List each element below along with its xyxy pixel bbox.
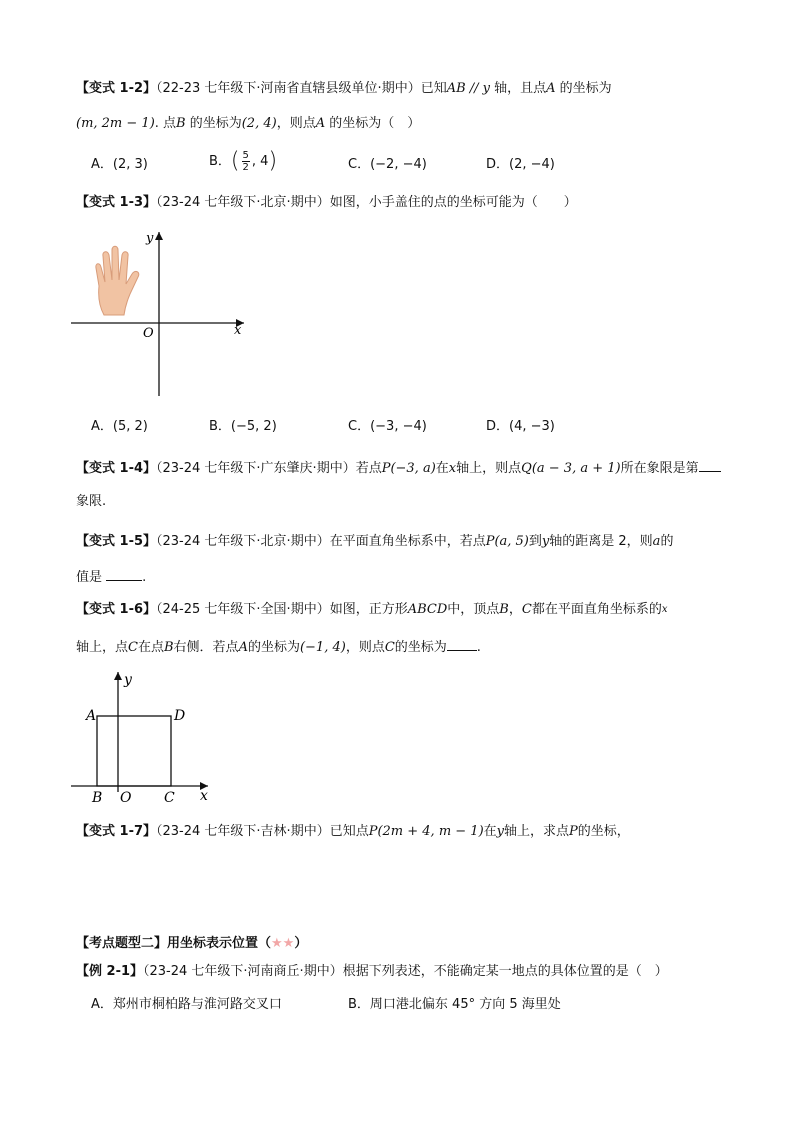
- text: . 点: [154, 116, 177, 131]
- variable: a: [652, 534, 661, 549]
- math-expr: AB // y: [446, 81, 491, 96]
- question-source: （23-24 七年级下·河南商丘·期中）根据下列表述，不能确定某一地点的具体位置的是（ ）: [143, 964, 668, 979]
- text: 的坐标为: [185, 116, 242, 131]
- point-label: B: [499, 602, 509, 617]
- fraction: [242, 150, 250, 173]
- option-c[interactable]: C．(−2, −4): [348, 157, 427, 172]
- question-tag: 【例 2-1】: [76, 964, 144, 979]
- point-label: A: [546, 81, 556, 96]
- option-b[interactable]: [209, 150, 277, 173]
- y-label: y: [146, 231, 154, 246]
- question-tag: 【变式 1-2】: [76, 81, 157, 96]
- label-o: O: [120, 790, 132, 806]
- figure-square-axes: [66, 668, 226, 808]
- math-expr: P(−3, a): [381, 461, 436, 476]
- square-name: ABCD: [407, 602, 448, 617]
- star-icon: ★★: [271, 936, 295, 951]
- axis-name: y: [541, 534, 550, 549]
- math-expr: (−1, 4): [299, 640, 346, 655]
- text: 在点: [137, 640, 164, 655]
- text: 轴上，则点: [456, 461, 522, 476]
- question-1-7-line1: [76, 822, 630, 842]
- question-1-5-line2: 值是 .: [76, 566, 146, 588]
- question-1-2-line2: [76, 114, 420, 134]
- text: 都在平面直角坐标系的: [531, 602, 662, 617]
- section-heading: [76, 934, 307, 954]
- question-source: （23-24 七年级下·广东肇庆·期中）若点: [156, 461, 382, 476]
- label-b: B: [92, 790, 103, 806]
- axis-name: x: [661, 604, 668, 615]
- question-source: （22-23 七年级下·河南省直辖县级单位·期中）已知: [156, 81, 447, 96]
- point-label: C: [521, 602, 532, 617]
- question-tag: 【变式 1-3】: [76, 195, 157, 210]
- hand-icon: [96, 246, 139, 315]
- question-2-1-line1: [76, 962, 668, 982]
- question-tag: 【变式 1-4】: [76, 461, 157, 476]
- text: ，则点: [345, 640, 385, 655]
- question-source: （24-25 七年级下·全国·期中）如图，正方形: [156, 602, 408, 617]
- option-tail: , 4: [251, 154, 269, 169]
- answer-blank[interactable]: [106, 566, 142, 581]
- label-d: D: [174, 708, 186, 724]
- answer-blank[interactable]: [447, 636, 477, 651]
- option-b[interactable]: B．(−5, 2): [209, 419, 277, 434]
- point-label: C: [128, 640, 138, 655]
- point-label: B: [163, 640, 174, 655]
- question-source: （23-24 七年级下·北京·期中）在平面直角坐标系中，若点: [156, 534, 486, 549]
- axis-name: y: [496, 824, 505, 839]
- denominator: 2: [242, 162, 249, 173]
- option-d[interactable]: D．(4, −3): [486, 419, 555, 434]
- text: 的坐标为: [247, 640, 300, 655]
- answer-blank[interactable]: [699, 457, 721, 472]
- question-1-5-line1: [76, 532, 673, 552]
- point-label: P: [569, 824, 578, 839]
- question-1-6-line2: 轴上，点C在点B右侧．若点A的坐标为(−1, 4)，则点C的坐标为 .: [76, 636, 481, 658]
- section-title: 【考点题型二】用坐标表示位置（: [76, 936, 272, 951]
- paren: ): [268, 148, 278, 174]
- text: 轴上，点: [76, 640, 129, 655]
- text: 所在象限是第: [620, 461, 699, 476]
- question-tag: 【变式 1-5】: [76, 534, 157, 549]
- option-a[interactable]: A．郑州市桐柏路与淮河路交叉口: [91, 997, 282, 1012]
- paren: (: [230, 148, 240, 174]
- text: ）: [294, 936, 308, 951]
- figure-hand-axes: [66, 226, 256, 398]
- text: 的: [660, 534, 674, 549]
- math-expr: (2, 4): [241, 116, 277, 131]
- x-label: x: [234, 323, 242, 338]
- text: 的坐标为: [555, 81, 612, 96]
- x-label: x: [200, 788, 208, 804]
- point-label: A: [315, 116, 326, 131]
- math-expr: P(2m + 4, m − 1): [368, 824, 484, 839]
- math-expr: Q(a − 3, a + 1): [521, 461, 621, 476]
- option-d[interactable]: D．(2, −4): [486, 157, 555, 172]
- question-tag: 【变式 1-7】: [76, 824, 157, 839]
- question-tag: 【变式 1-6】: [76, 602, 157, 617]
- square-abcd: [97, 716, 171, 786]
- option-a[interactable]: A．(2, 3): [91, 157, 148, 172]
- text: ，则点: [276, 116, 316, 131]
- y-label: y: [124, 672, 132, 688]
- text: 右侧．若点: [173, 640, 239, 655]
- text: 在: [483, 824, 497, 839]
- text: 在: [435, 461, 449, 476]
- text: 轴上，求点: [504, 824, 570, 839]
- point-label: B: [176, 116, 186, 131]
- option-c[interactable]: C．(−3, −4): [348, 419, 427, 434]
- label-a: A: [86, 708, 97, 724]
- label-c: C: [164, 790, 175, 806]
- text: 的坐标，: [577, 824, 630, 839]
- text: 轴，且点: [490, 81, 547, 96]
- question-source: （23-24 七年级下·吉林·期中）已知点: [156, 824, 369, 839]
- question-1-4-line1: [76, 457, 721, 479]
- math-expr: P(a, 5): [485, 534, 529, 549]
- text: 到: [528, 534, 542, 549]
- question-1-2-line1: [76, 79, 612, 99]
- question-source: （23-24 七年级下·北京·期中）如图，小手盖住的点的坐标可能为（ ）: [156, 195, 577, 210]
- point-label: A: [238, 640, 248, 655]
- text: 中，顶点: [447, 602, 500, 617]
- text: 轴的距离是 2，则: [549, 534, 653, 549]
- question-1-3-line1: [76, 193, 577, 213]
- option-a[interactable]: A．(5, 2): [91, 419, 148, 434]
- y-arrow: [155, 232, 163, 240]
- text: ，: [508, 602, 522, 617]
- point-label: C: [384, 640, 395, 655]
- origin-label: O: [143, 326, 154, 341]
- option-label: B．: [209, 154, 231, 169]
- text: 的坐标为: [394, 640, 447, 655]
- option-b[interactable]: B．周口港北偏东 45° 方向 5 海里处: [348, 997, 561, 1012]
- question-1-4-line2: 象限.: [76, 494, 107, 509]
- axis-name: x: [448, 461, 457, 476]
- text: 的坐标为（ ）: [325, 116, 421, 131]
- text: 值是: [76, 570, 103, 585]
- numerator: 5: [242, 150, 249, 161]
- question-1-6-line1: [76, 600, 667, 620]
- y-arrow: [114, 672, 122, 680]
- math-expr: (m, 2m − 1): [76, 116, 155, 131]
